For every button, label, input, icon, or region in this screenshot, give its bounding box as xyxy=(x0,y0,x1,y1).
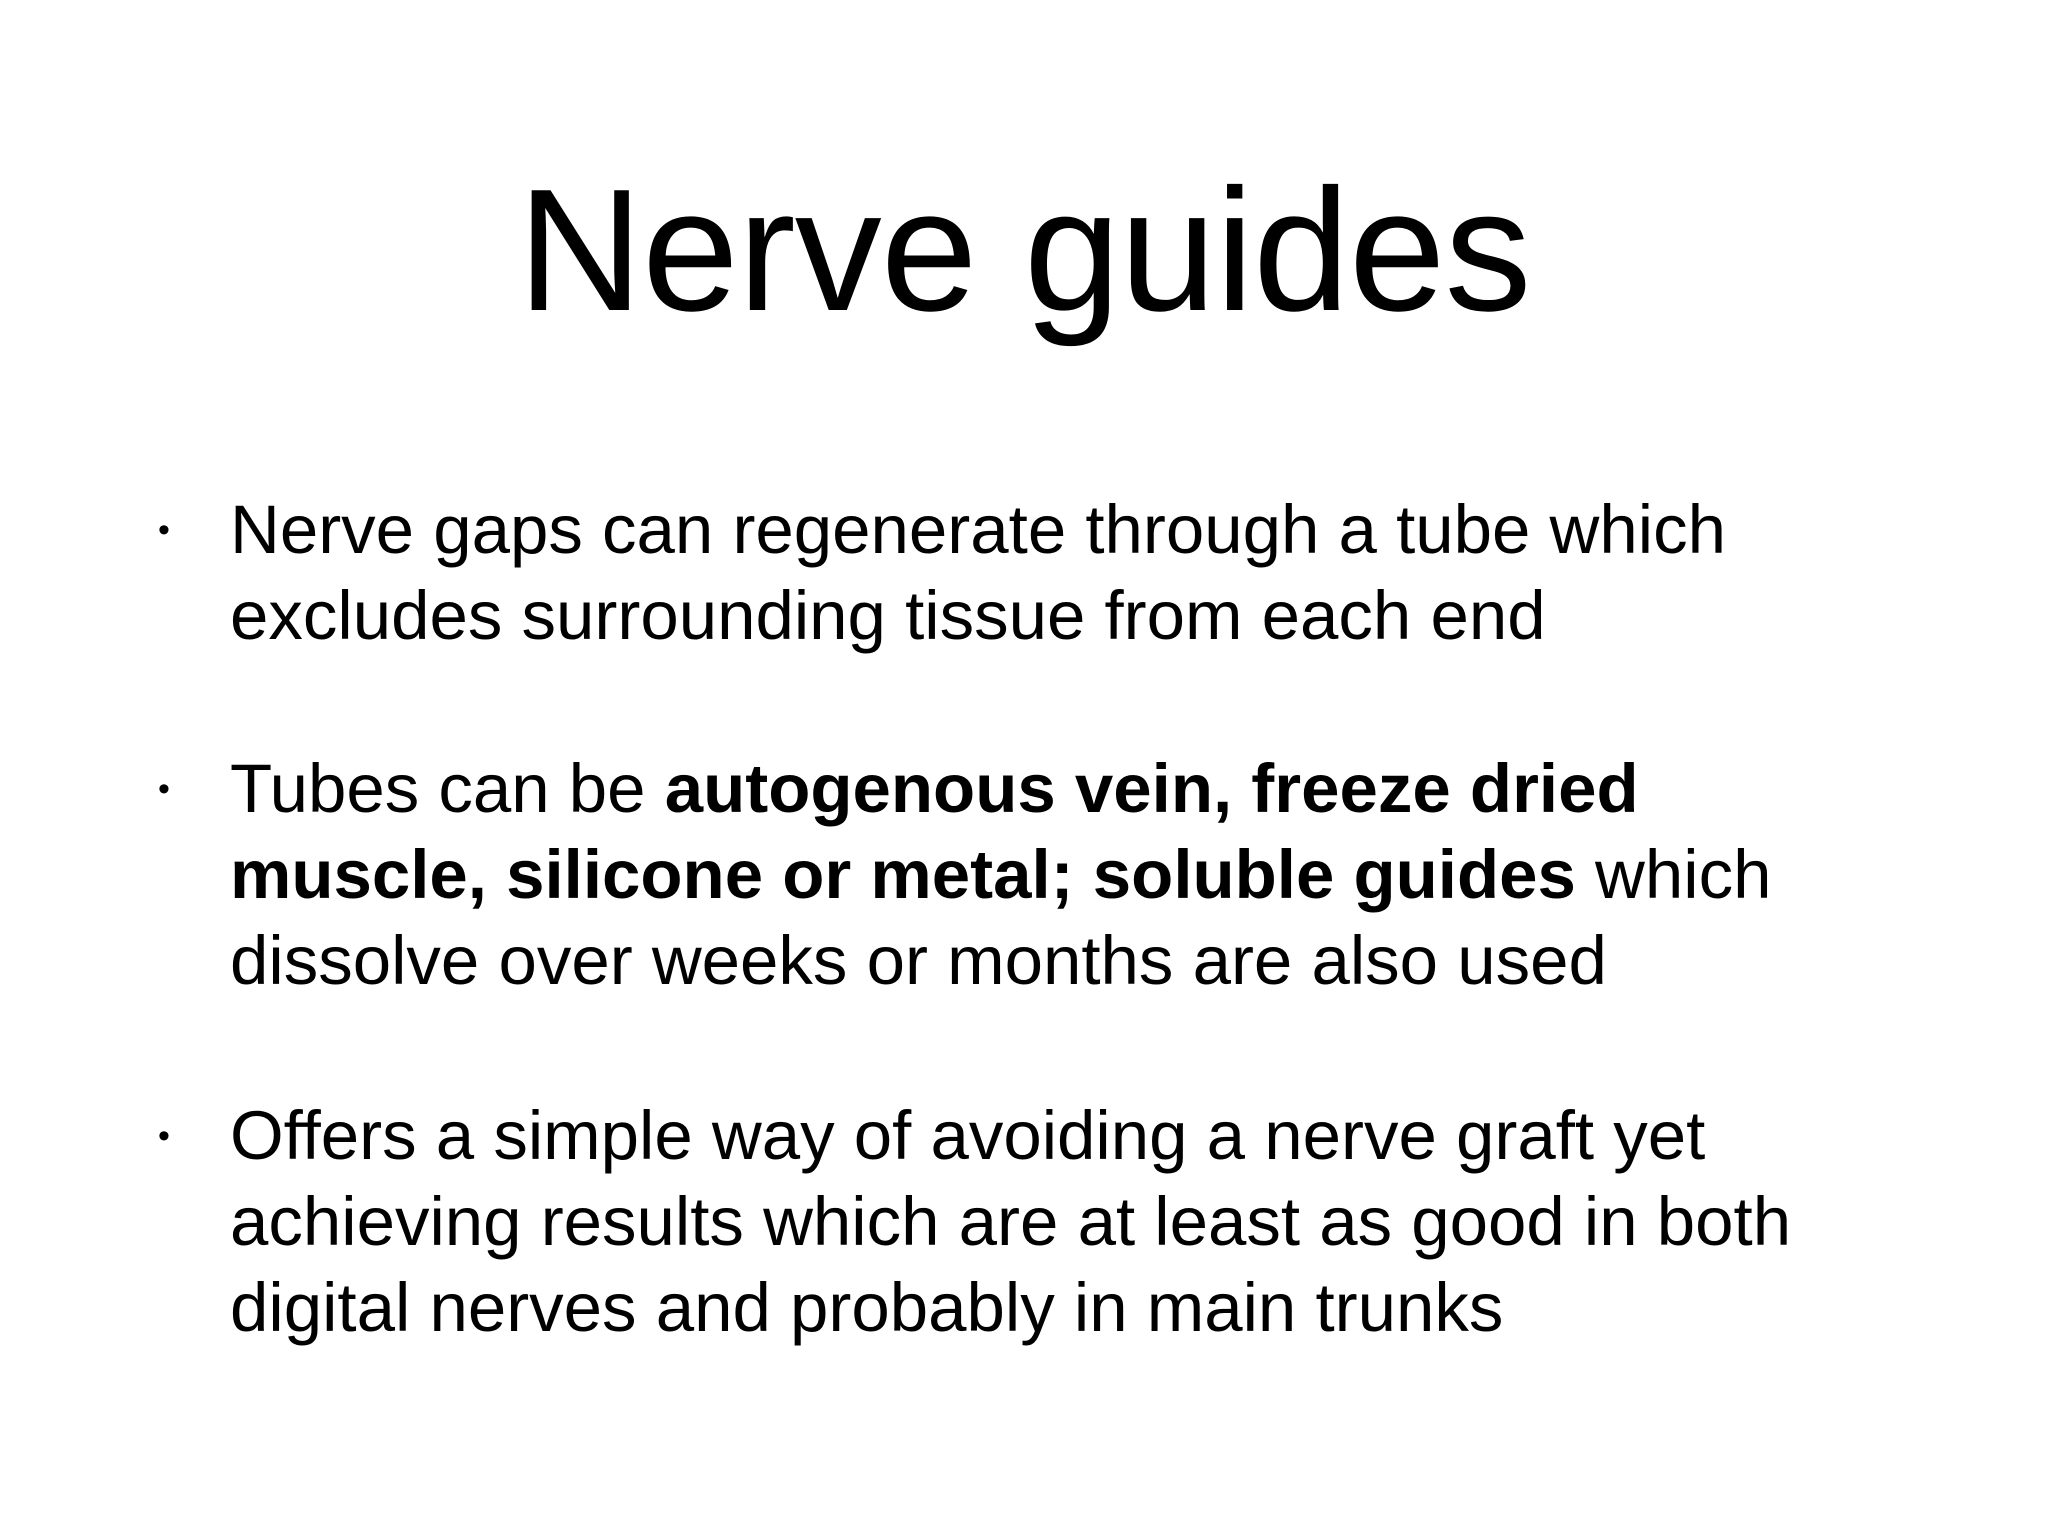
slide-title: Nerve guides xyxy=(517,152,1531,347)
bullet-text-plain: Tubes can be xyxy=(230,750,665,827)
bullet-line: dissolve over weeks or months are also used xyxy=(230,922,1607,999)
bullet-point-icon: • xyxy=(158,511,170,549)
bullet-text-bold: muscle, silicone or metal; soluble guides xyxy=(230,836,1576,913)
bullet-line: digital nerves and probably in main trunks xyxy=(230,1269,1504,1346)
bullet-line: achieving results which are at least as good in both xyxy=(230,1183,1792,1260)
bullet-text-plain: which xyxy=(1575,836,1772,913)
bullet-point-icon: • xyxy=(158,770,170,808)
bullet-item-nerve-gaps xyxy=(158,487,1950,659)
bullet-line xyxy=(230,746,1950,832)
bullet-line: Nerve gaps can regenerate through a tube which xyxy=(230,491,1726,568)
bullet-item-advantages xyxy=(158,1093,1950,1351)
bullet-item-tube-types xyxy=(158,746,1950,1004)
bullet-point-icon: • xyxy=(158,1117,170,1155)
bullet-text-bold: autogenous vein, freeze dried xyxy=(664,750,1639,827)
bullet-line: Offers a simple way of avoiding a nerve graft yet xyxy=(230,1097,1706,1174)
bullet-line: excludes surrounding tissue from each end xyxy=(230,577,1546,654)
bullet-line xyxy=(230,832,1950,918)
